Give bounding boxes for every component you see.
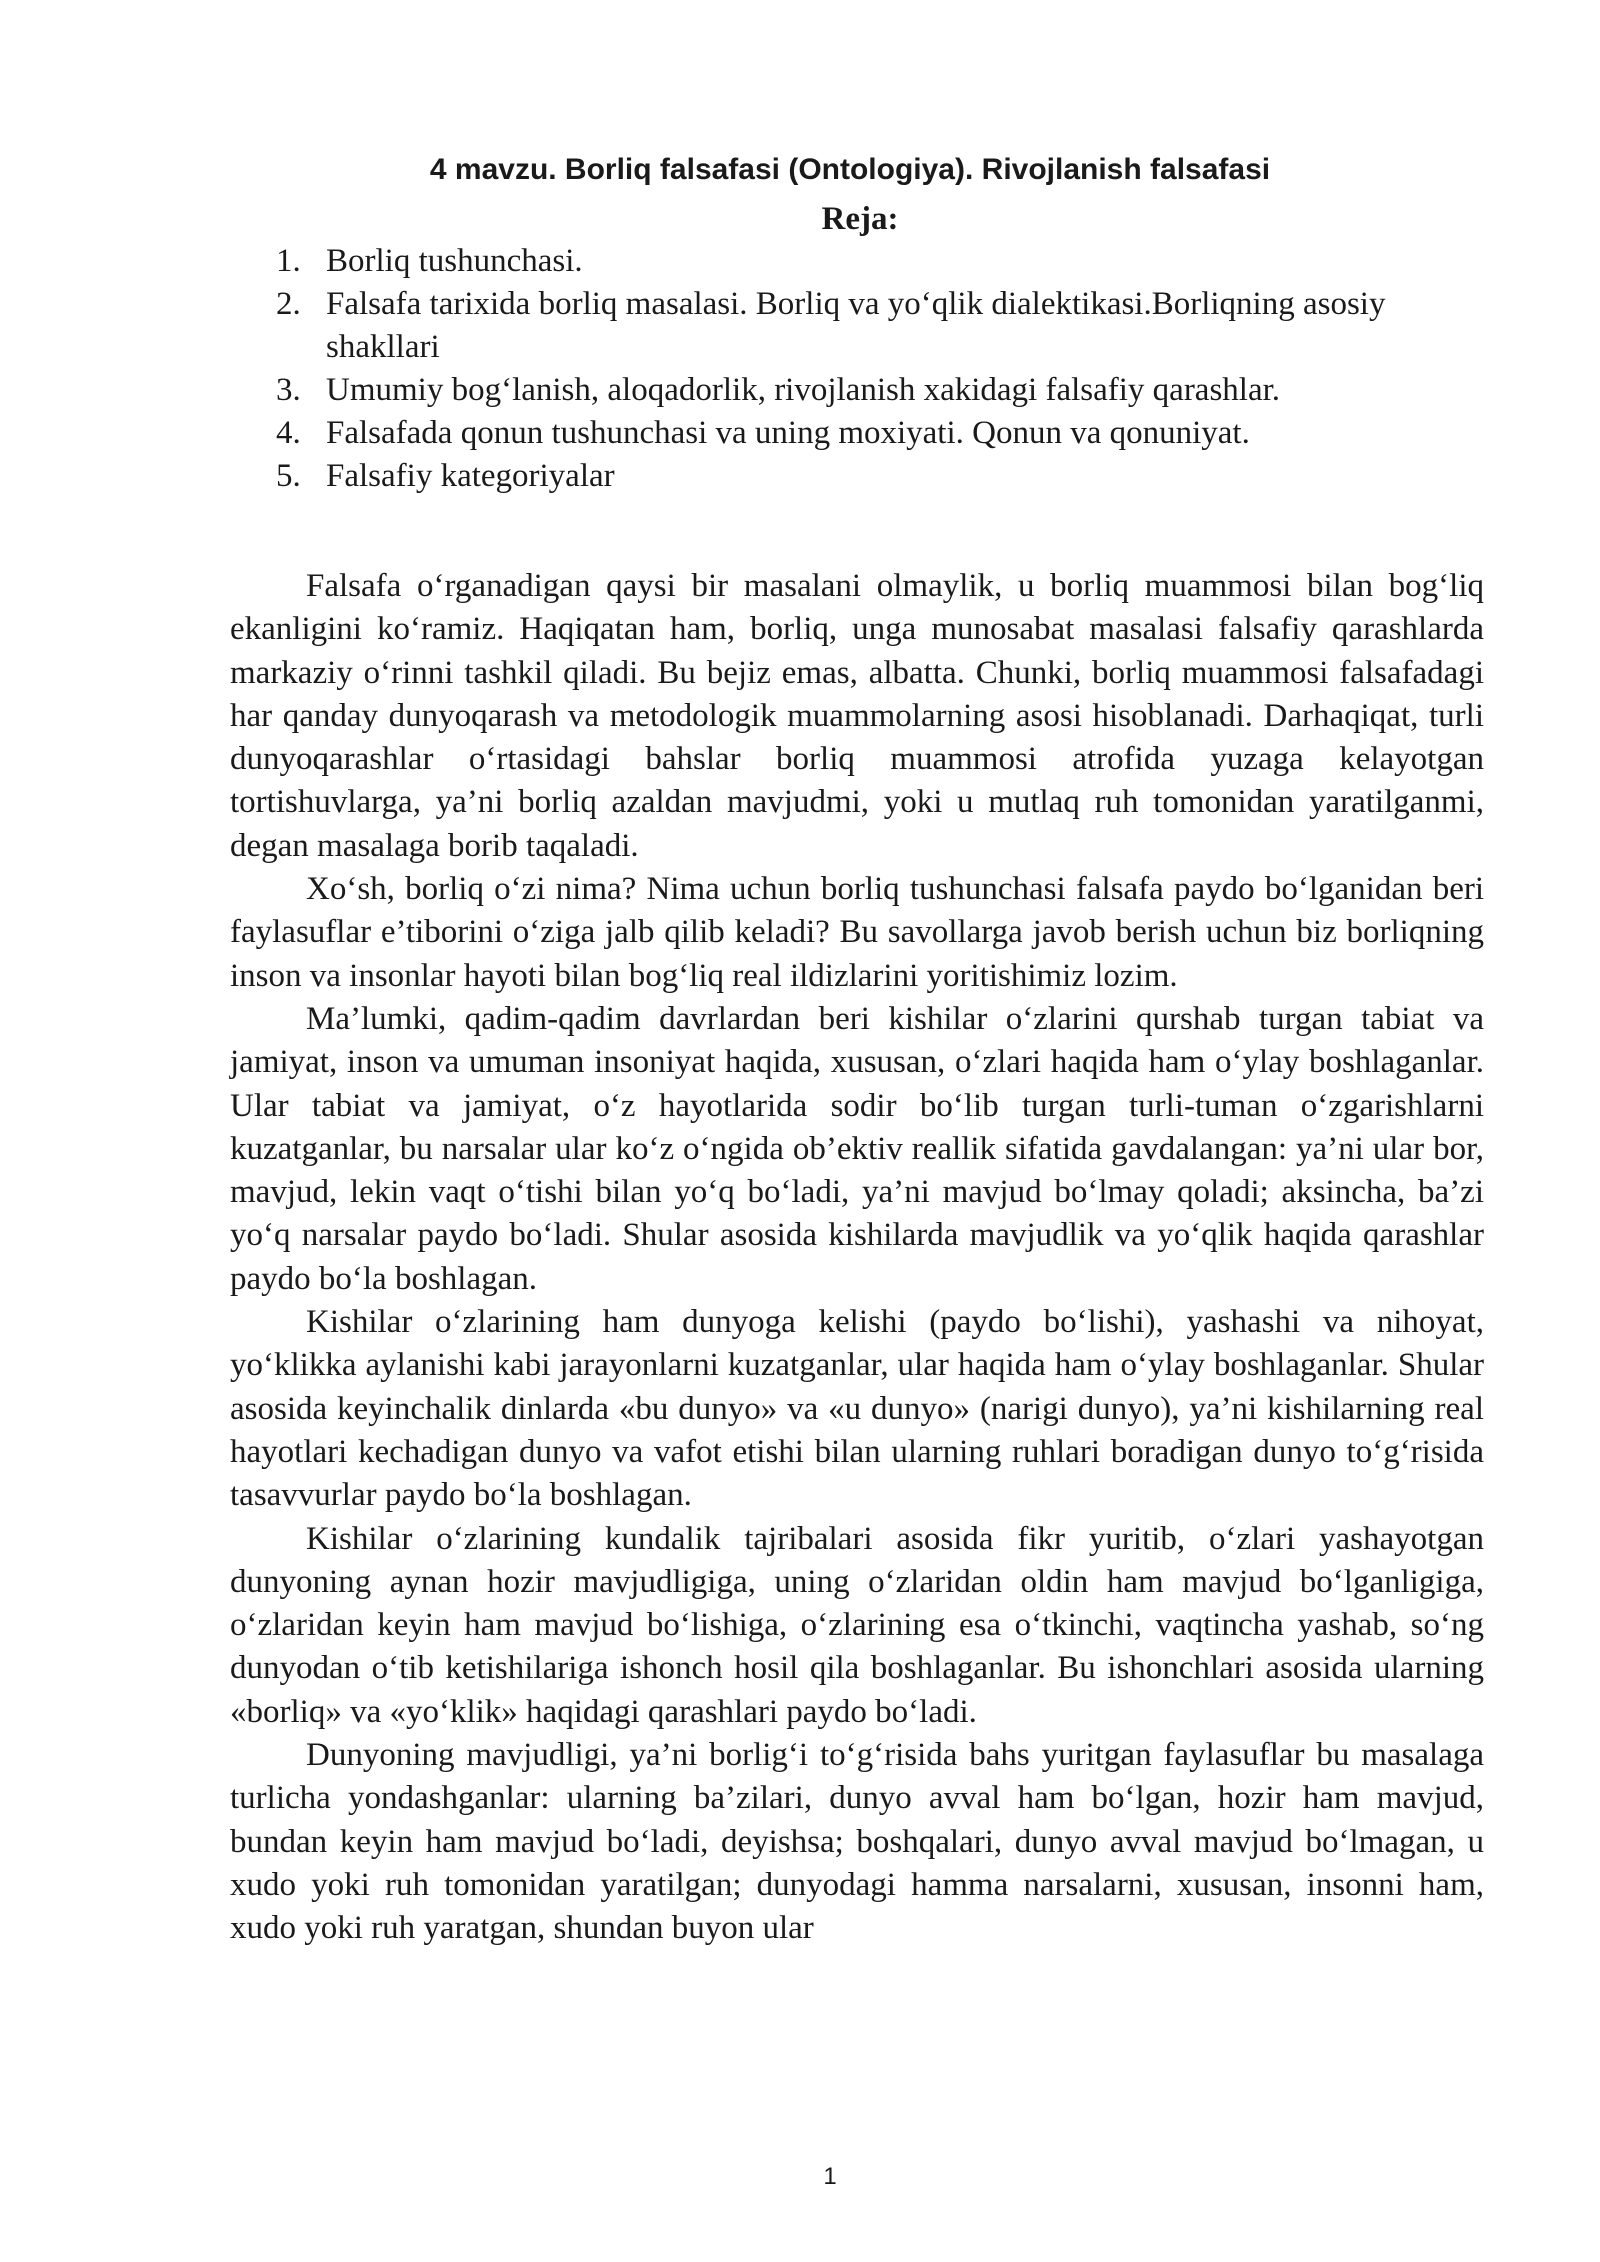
paragraph: Xo‘sh, borliq o‘zi nima? Nima uchun borliq tushunchasi falsafa paydo bo‘lganidan beri faylasuflar e’tiborini o‘ziga jalb qilib keladi? Bu savollarga javob berish uchun biz borliqning inson va insonlar hayoti bilan bog‘liq real ildizlarini yoritishimiz lozim. xyxy=(230,871,1484,994)
plan-list xyxy=(230,240,1480,498)
paragraph: Ma’lumki, qadim-qadim davrlardan beri kishilar o‘zlarini qurshab turgan tabiat va jamiyat, inson va umuman insoniyat haqida, xususan, o‘zlari haqida ham o‘ylay boshlaganlar. Ular tabiat va jamiyat, o‘z hayotlarida sodir bo‘lib turgan turli-tuman o‘zgarishlarni kuzatganlar, bu narsalar ular ko‘z o‘ngida ob’ektiv reallik sifatida gavdalangan: ya’ni ular bor, mavjud, lekin vaqt o‘tishi bilan yo‘q bo‘ladi, ya’ni mavjud bo‘lmay qoladi; aksincha, ba’zi yo‘q narsalar paydo bo‘ladi. Shular asosida kishilarda mavjudlik va yo‘qlik haqida qarashlar paydo bo‘la boshlagan. xyxy=(230,1000,1484,1297)
plan-item-text: Borliq tushunchasi. xyxy=(326,243,583,279)
plan-item xyxy=(230,412,1480,455)
plan-item xyxy=(230,455,1480,498)
paragraph: Kishilar o‘zlarining ham dunyoga kelishi (paydo bo‘lishi), yashashi va nihoyat, yo‘klikka aylanishi kabi jarayonlarni kuzatganlar, ular haqida ham o‘ylay boshlaganlar. Shular asosida keyinchalik dinlarda «bu dunyo» va «u dunyo» (narigi dunyo), ya’ni kishilarning real hayotlari kechadigan dunyo va vafot etishi bilan ularning ruhlari boradigan dunyo to‘g‘risida tasavvurlar paydo bo‘la boshlagan. xyxy=(230,1304,1484,1514)
plan-item-text: Falsafada qonun tushunchasi va uning moxiyati. Qonun va qonuniyat. xyxy=(326,415,1250,451)
plan-item-number: 3. xyxy=(276,372,301,408)
body-text xyxy=(230,565,1484,1951)
plan-item-number: 2. xyxy=(276,286,301,322)
document-title: 4 mavzu. Borliq falsafasi (Ontologiya). Rivojlanish falsafasi xyxy=(429,153,1271,186)
plan-item xyxy=(230,240,1480,283)
plan-heading: Reja: xyxy=(821,201,899,237)
plan-item-number: 4. xyxy=(276,415,301,451)
plan-item xyxy=(230,283,1480,369)
plan-item xyxy=(230,369,1480,412)
paragraph: Dunyoning mavjudligi, ya’ni borlig‘i to‘g‘risida bahs yuritgan faylasuflar bu masalaga turlicha yondashganlar: ularning ba’zilari, dunyo avval ham bo‘lgan, hozir ham mavjud, bundan keyin ham mavjud bo‘ladi, deyishsa; boshqalari, dunyo avval mavjud bo‘lmagan, u xudo yoki ruh tomonidan yaratilgan; dunyodagi hamma narsalarni, xususan, insonni ham, xudo yoki ruh yaratgan, shundan buyon ular xyxy=(230,1737,1484,1947)
plan-item-text: Falsafiy kategoriyalar xyxy=(326,458,615,494)
plan-item-number: 1. xyxy=(276,243,301,279)
paragraph: Kishilar o‘zlarining kundalik tajribalari asosida fikr yuritib, o‘zlari yashayotgan dunyoning aynan hozir mavjudligiga, uning o‘zlaridan oldin ham mavjud bo‘lganligiga, o‘zlaridan keyin ham mavjud bo‘lishiga, o‘zlarining esa o‘tkinchi, vaqtincha yashab, so‘ng dunyodan o‘tib ketishilariga ishonch hosil qila boshlaganlar. Bu ishonchlari asosida ularning «borliq» va «yo‘klik» haqidagi qarashlari paydo bo‘ladi. xyxy=(230,1520,1484,1730)
plan-item-text: Umumiy bog‘lanish, aloqadorlik, rivojlanish xakidagi falsafiy qarashlar. xyxy=(326,372,1281,408)
paragraph: Falsafa o‘rganadigan qaysi bir masalani olmaylik, u borliq muammosi bilan bog‘liq ekanligini ko‘ramiz. Haqiqatan ham, borliq, unga munosabat masalasi falsafiy qarashlarda markaziy o‘rinni tashkil qiladi. Bu bejiz emas, albatta. Chunki, borliq muammosi falsafadagi har qanday dunyoqarash va metodologik muammolarning asosi hisoblanadi. Darhaqiqat, turli dunyoqarashlar o‘rtasidagi bahslar borliq muammosi atrofida yuzaga kelayotgan tortishuvlarga, ya’ni borliq azaldan mavjudmi, yoki u mutlaq ruh tomonidan yaratilganmi, degan masalaga borib taqaladi. xyxy=(230,568,1484,864)
plan-item-text: Falsafa tarixida borliq masalasi. Borliq va yo‘qlik dialektikasi.Borliqning asosiy shakllari xyxy=(326,286,1386,365)
page-number: 1 xyxy=(823,2163,837,2190)
plan-item-number: 5. xyxy=(276,458,301,494)
